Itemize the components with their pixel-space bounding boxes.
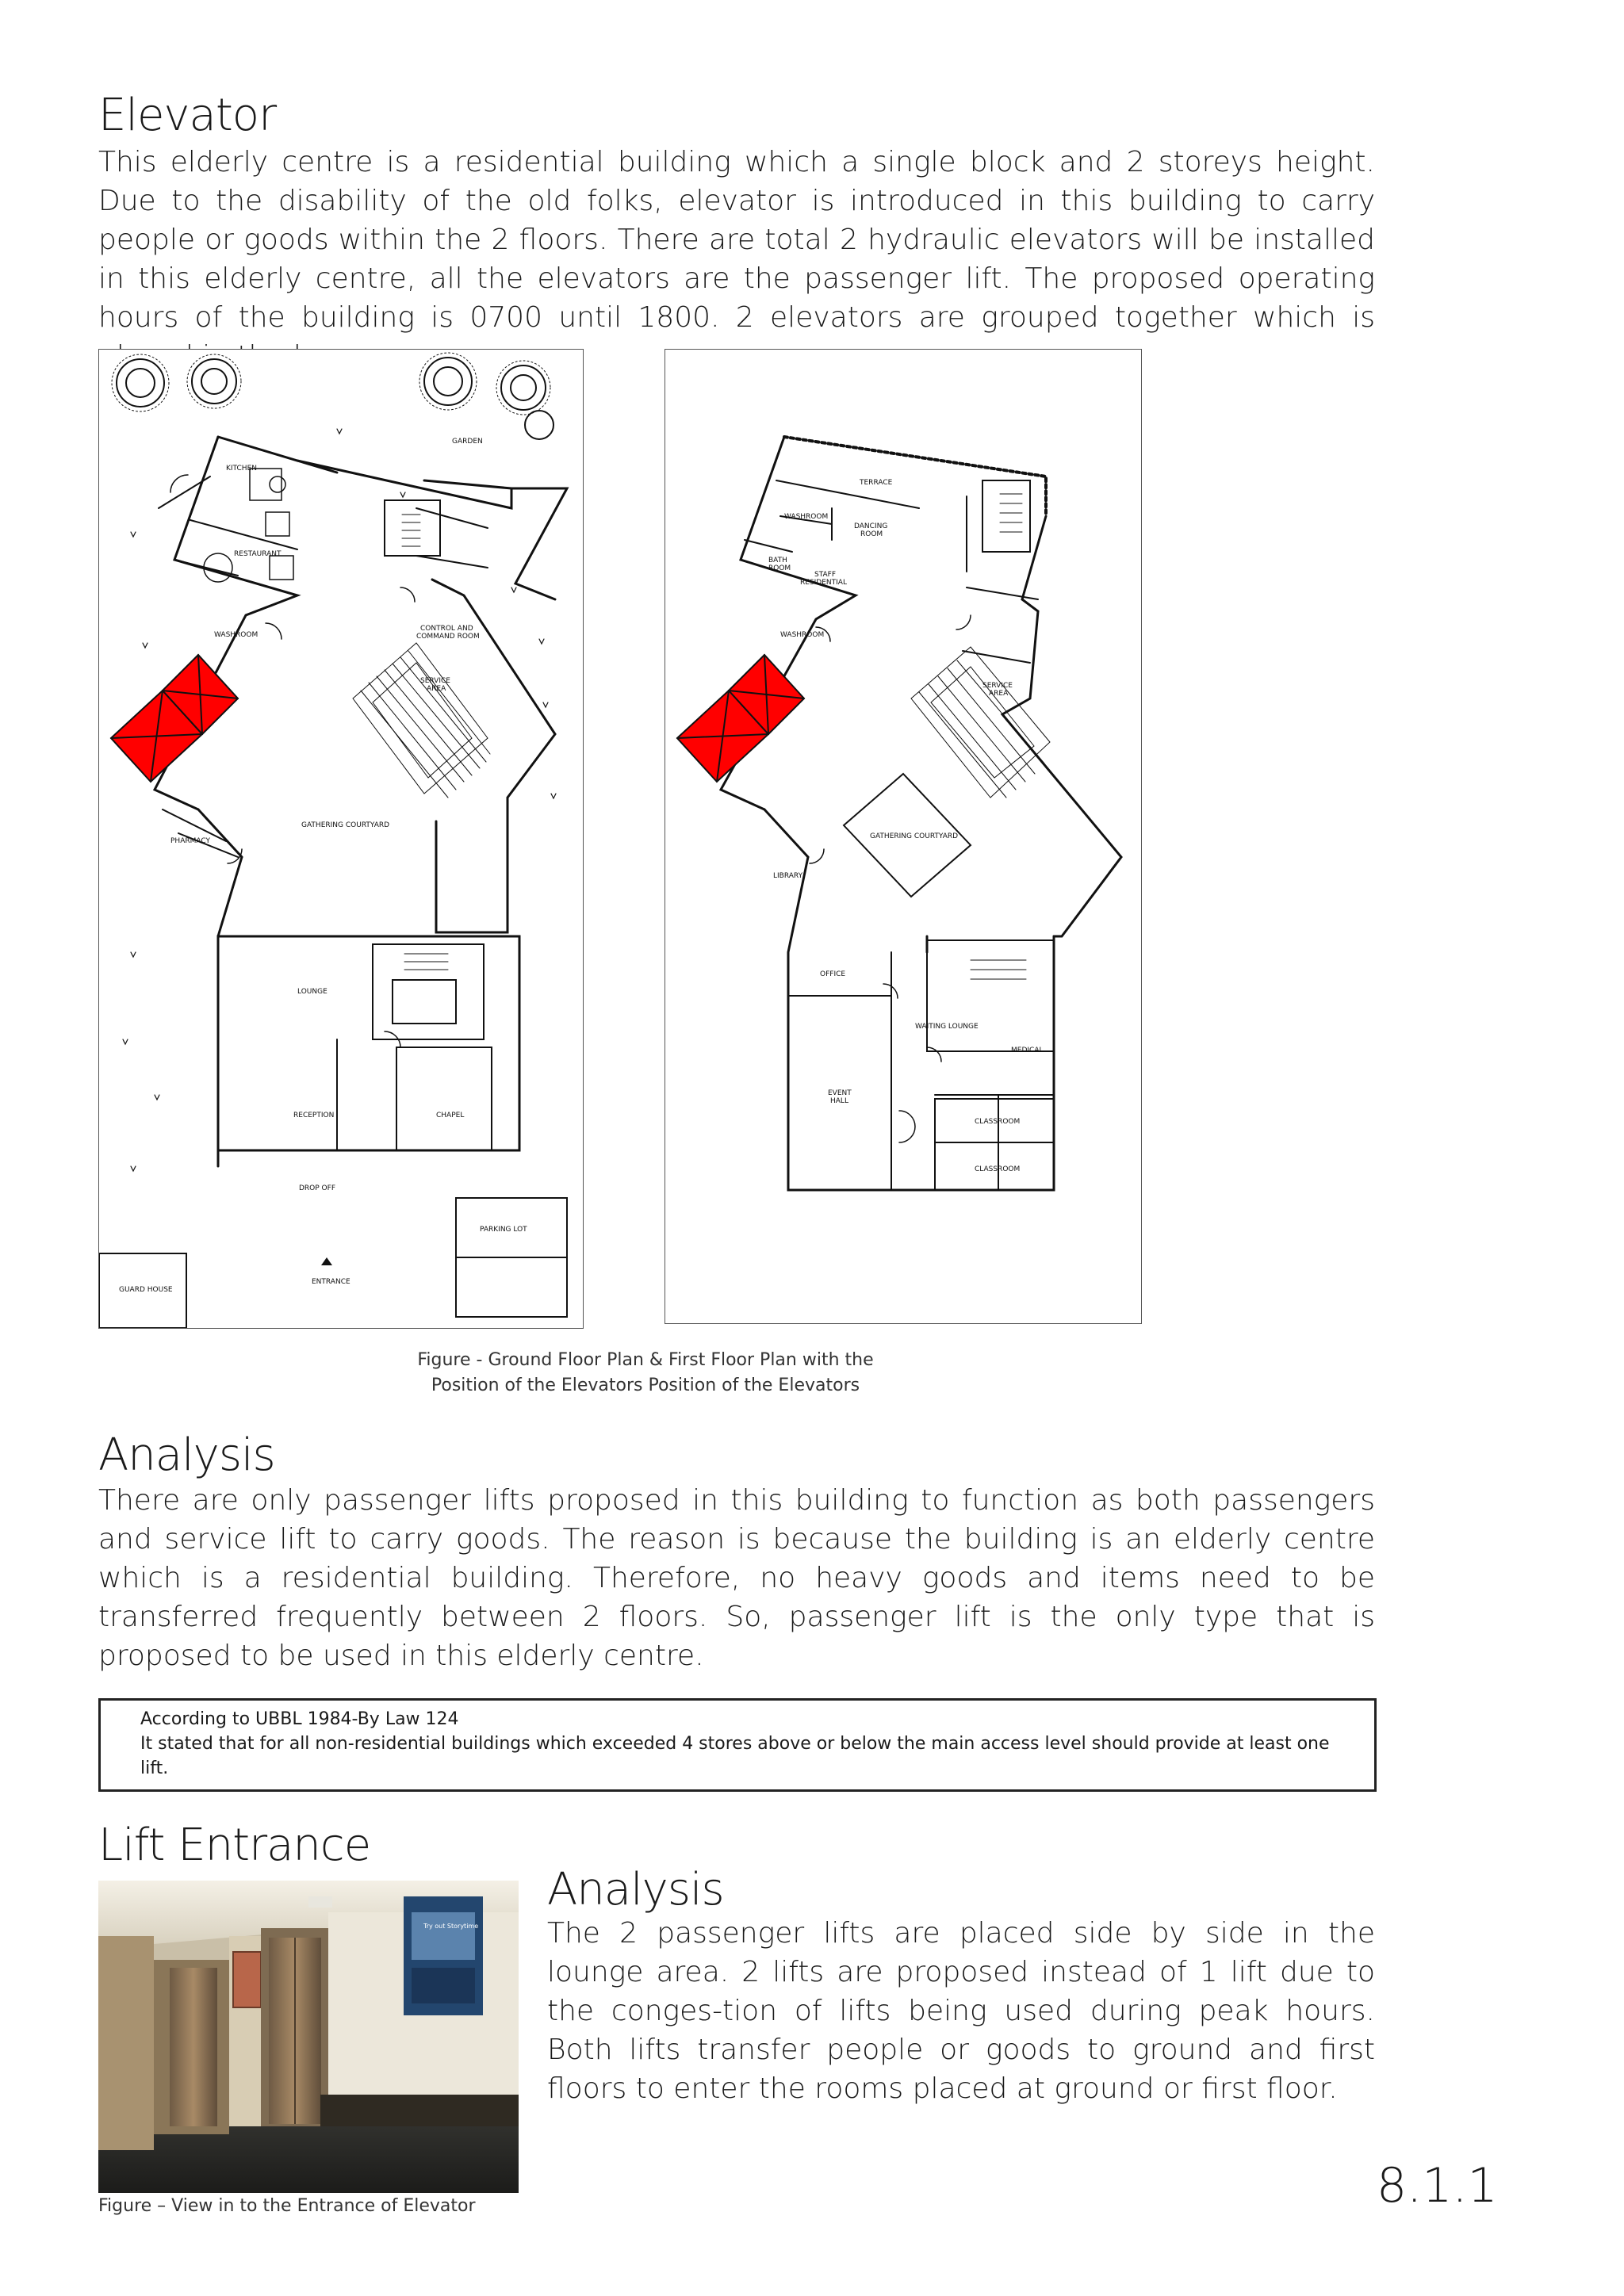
label-event: EVENT (828, 1089, 852, 1097)
label-waiting: WAITING LOUNGE (915, 1023, 979, 1031)
label-restaurant: RESTAURANT (234, 550, 282, 558)
label-dancing-2: ROOM (860, 530, 883, 538)
analysis-2-paragraph: The 2 passenger lifts are placed side by side in the lounge area. 2 lifts are proposed instead of 1 lift due to the conges-tion of lifts being used during peak hours. Both lifts transfer people or goods to ground and first floors to enter the rooms placed at ground or first floor. (547, 1917, 1375, 2105)
label-bath-2: ROOM (768, 564, 791, 572)
first-floor-plan (665, 349, 1142, 1324)
label-chapel: CHAPEL (436, 1112, 465, 1119)
analysis-heading: Analysis (98, 1429, 275, 1481)
page-number: 8.1.1 (1377, 2158, 1498, 2214)
label-gathering: GATHERING COURTYARD (870, 832, 959, 840)
figure-caption (336, 1348, 955, 1399)
label-classroom-1: CLASSROOM (975, 1118, 1021, 1126)
label-kitchen: KITCHEN (226, 465, 257, 473)
label-control-2: COMMAND ROOM (416, 633, 480, 641)
label-staff-2: RESIDENTIAL (800, 579, 847, 587)
lift-entrance-heading: Lift Entrance (98, 1820, 371, 1871)
label-service-2: AREA (989, 690, 1009, 698)
label-bath: BATH (768, 557, 787, 564)
label-lounge: LOUNGE (297, 988, 327, 996)
label-gathering: GATHERING COURTYARD (301, 821, 390, 829)
label-parking: PARKING LOT (480, 1226, 527, 1234)
label-classroom-2: CLASSROOM (975, 1165, 1021, 1173)
analysis-2-heading: Analysis (547, 1864, 724, 1915)
ubbl-note-box (98, 1698, 1377, 1792)
label-office: OFFICE (820, 970, 846, 978)
label-event-2: HALL (830, 1097, 848, 1105)
label-dropoff: DROP OFF (299, 1184, 335, 1192)
ubbl-line-2: It stated that for all non-residential buildings which exceeded 4 stores above or below the main access level should provide at least one lift. (140, 1734, 1330, 1778)
figure-caption-line-1: Figure - Ground Floor Plan & First Floor Plan with the (417, 1350, 874, 1370)
analysis-paragraph: There are only passenger lifts proposed in this building to function as both passengers and service lift to carry goods. The reason is because the building is an elderly centre which is a residential building. Therefore, no heavy goods and items need to be transferred frequently between 2 floors. So, passenger lift is the only type that is proposed to be used in this elderly centre. (98, 1484, 1375, 1672)
label-guard: GUARD HOUSE (119, 1286, 173, 1294)
label-entrance: ENTRANCE (312, 1278, 350, 1286)
label-reception: RECEPTION (293, 1112, 335, 1119)
label-garden: GARDEN (452, 438, 483, 446)
label-washroom-top: WASHROOM (784, 513, 829, 521)
label-washroom: WASHROOM (780, 631, 825, 639)
figure-caption-line-2: Position of the Elevators Position of the Elevators (431, 1376, 860, 1395)
elevator-paragraph: This elderly centre is a residential building which a single block and 2 storeys height. Due to the disability of the old folks, elevator is introduced in this building to carry people or goods within the 2 floors. There are total 2 hydraulic elevators will be installed in this elderly centre, all the elevators are the passenger lift. The proposed operating hours of the building is 0700 until 1800. 2 elevators are grouped together which is (98, 146, 1375, 334)
label-staff: STAFF (814, 571, 837, 579)
elevator-heading: Elevator (98, 90, 277, 141)
poster-text: Try out Storytime (423, 1923, 479, 1930)
label-library: LIBRARY (773, 872, 803, 880)
label-service-2: AREA (427, 685, 446, 693)
label-washroom: WASHROOM (214, 631, 259, 639)
label-medical: MEDICAL (1011, 1047, 1044, 1054)
ubbl-line-1: According to UBBL 1984-By Law 124 (140, 1709, 459, 1729)
label-dancing: DANCING (854, 522, 888, 530)
lift-entrance-photo (98, 1881, 519, 2193)
label-terrace: TERRACE (860, 479, 893, 487)
label-pharmacy: PHARMACY (170, 837, 210, 845)
label-service: SERVICE (982, 682, 1013, 690)
label-control: CONTROL AND (420, 625, 473, 633)
label-service: SERVICE (420, 677, 450, 685)
ground-floor-plan (98, 349, 584, 1329)
lift-entrance-caption: Figure – View in to the Entrance of Elevator (98, 2196, 476, 2216)
